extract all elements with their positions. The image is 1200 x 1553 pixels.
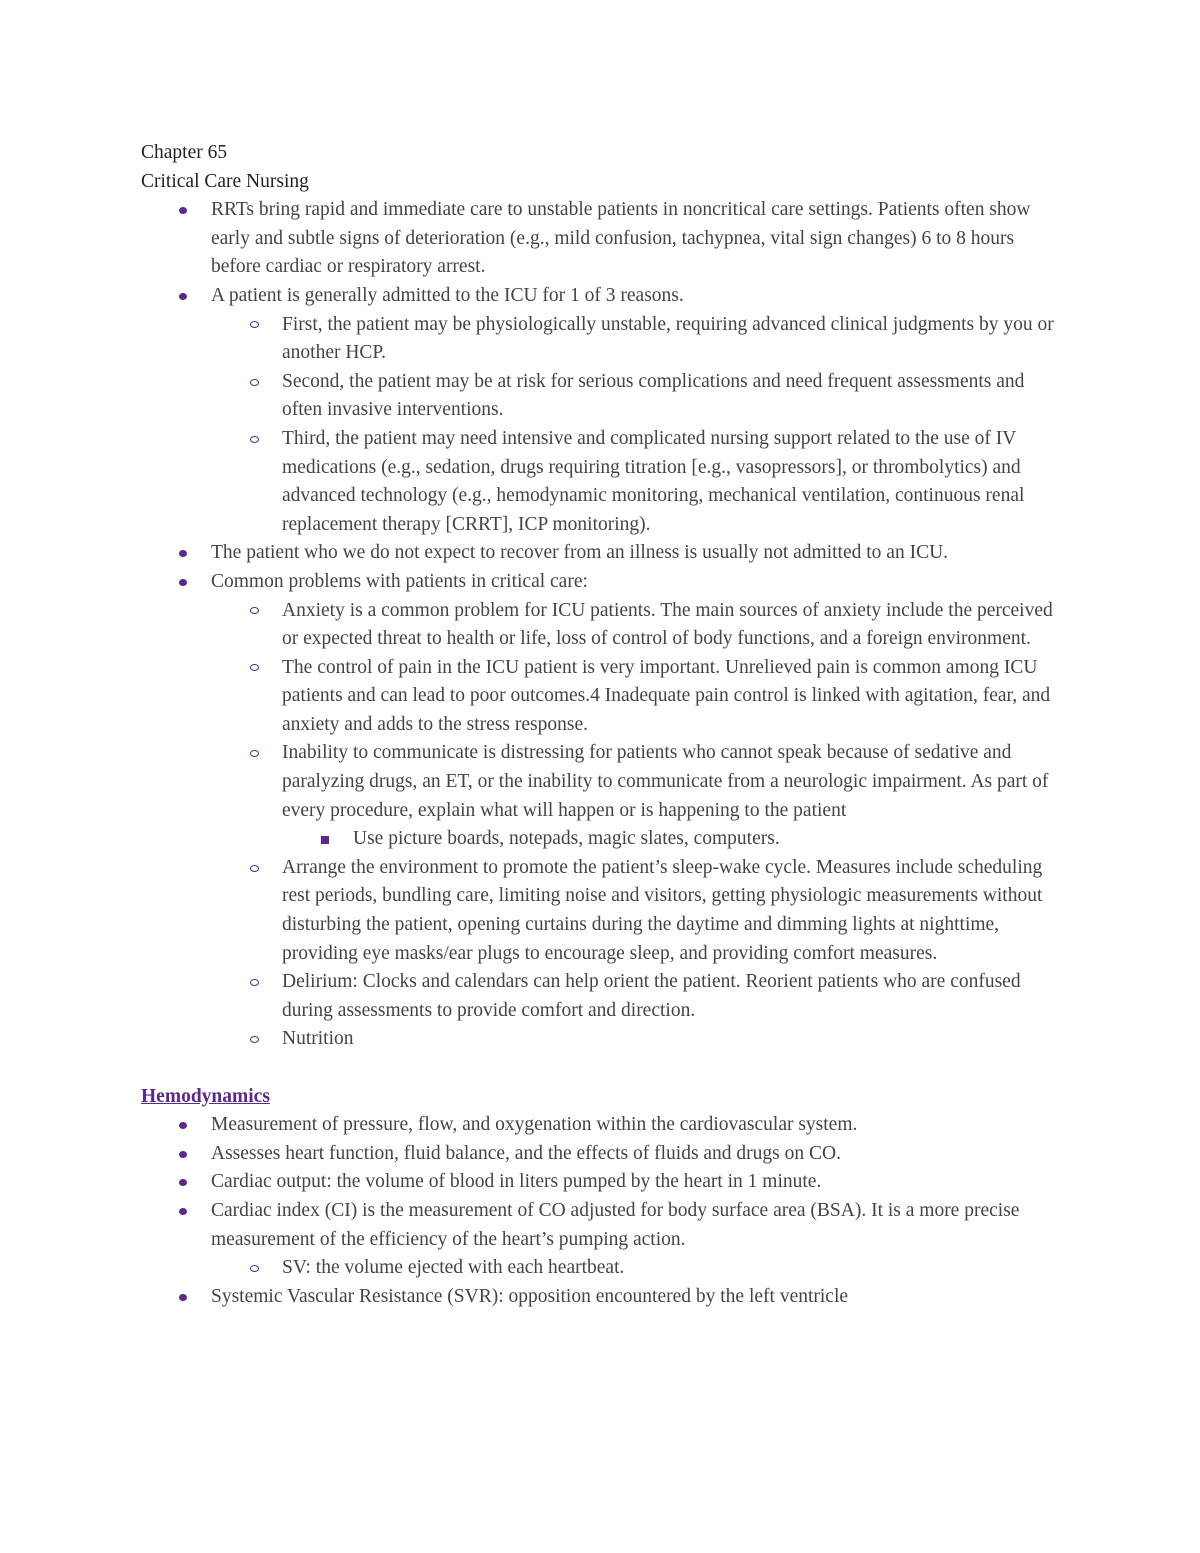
list-item-text: Third, the patient may need intensive and complicated nursing support related to the use of IV medications (e.g., sedation, drugs requiring titration [e.g., vasopressors], or thrombolytics) and advanced technology (e.g., hemodynamic monitoring, mechanical ventilation, continuous renal replacement therapy [CRRT], ICP monitoring).	[282, 427, 1025, 535]
list-item	[141, 568, 1061, 597]
list-item	[141, 282, 1061, 311]
hemodynamics-list	[141, 1111, 1061, 1311]
filled-bullet-icon	[173, 1168, 193, 1197]
hollow-circle-shape	[250, 1265, 259, 1272]
filled-circle-shape	[179, 550, 187, 557]
list-item-text: Second, the patient may be at risk for serious complications and need frequent assessments and often invasive interventions.	[282, 370, 1025, 421]
square-bullet-icon	[315, 825, 335, 854]
filled-circle-shape	[179, 1151, 187, 1158]
hollow-circle-shape	[250, 865, 259, 872]
filled-bullet-icon	[173, 1111, 193, 1140]
hollow-circle-shape	[250, 379, 259, 386]
hollow-bullet-icon	[244, 597, 264, 626]
filled-circle-shape	[179, 293, 187, 300]
filled-circle-shape	[179, 207, 187, 214]
list-item	[141, 539, 1061, 568]
list-item	[141, 739, 1061, 825]
hollow-bullet-icon	[244, 1254, 264, 1283]
chapter-number: Chapter 65	[141, 142, 228, 163]
list-item	[141, 196, 1061, 282]
list-item-text: Arrange the environment to promote the patient’s sleep-wake cycle. Measures include scheduling rest periods, bundling care, limiting noise and visitors, getting physiologic measurements without disturbing the patient, opening curtains during the daytime and dimming lights at nighttime, providing eye masks/ear plugs to encourage sleep, and providing comfort measures.	[282, 856, 1043, 964]
list-item-text: Anxiety is a common problem for ICU patients. The main sources of anxiety include the perceived or expected threat to health or life, loss of control of body functions, and a foreign environment.	[282, 599, 1053, 650]
list-item	[141, 825, 1061, 854]
list-item-text: Delirium: Clocks and calendars can help orient the patient. Reorient patients who are confused during assessments to provide comfort and direction.	[282, 971, 1021, 1021]
filled-bullet-icon	[173, 1283, 193, 1312]
document-content	[141, 139, 1061, 1311]
hollow-bullet-icon	[244, 425, 264, 454]
list-item	[141, 311, 1061, 368]
hollow-circle-shape	[250, 750, 259, 757]
list-item	[141, 654, 1061, 740]
list-item	[141, 854, 1061, 968]
filled-circle-shape	[179, 579, 187, 586]
hollow-bullet-icon	[244, 968, 264, 997]
critical-care-list	[141, 196, 1061, 1054]
list-item-text: SV: the volume ejected with each heartbeat.	[282, 1257, 625, 1279]
filled-bullet-icon	[173, 539, 193, 568]
filled-circle-shape	[179, 1294, 187, 1301]
hollow-circle-shape	[250, 436, 259, 443]
list-item-text: Inability to communicate is distressing for patients who cannot speak because of sedative and paralyzing drugs, an ET, or the inability to communicate from a neurologic impairment. As part of every procedure, explain what will happen or is happening to the patient	[282, 742, 1049, 821]
hollow-circle-shape	[250, 979, 259, 986]
filled-circle-shape	[179, 1179, 187, 1186]
list-item	[141, 1283, 1061, 1312]
list-item-text: Cardiac output: the volume of blood in liters pumped by the heart in 1 minute.	[211, 1171, 822, 1193]
list-item-text: Nutrition	[282, 1028, 354, 1050]
hollow-bullet-icon	[244, 368, 264, 397]
list-item-text: A patient is generally admitted to the ICU for 1 of 3 reasons.	[211, 284, 684, 306]
list-item-text: The patient who we do not expect to recover from an illness is usually not admitted to an ICU.	[211, 542, 949, 564]
hollow-bullet-icon	[244, 311, 264, 340]
list-item-text: RRTs bring rapid and immediate care to unstable patients in noncritical care settings. Patients often show early and subtle signs of deterioration (e.g., mild confusion, tachypnea, vital sign changes) 6 to 8 hours before cardiac or respiratory arrest.	[211, 199, 1031, 278]
hollow-bullet-icon	[244, 854, 264, 883]
list-item	[141, 1140, 1061, 1169]
list-item	[141, 1168, 1061, 1197]
hollow-bullet-icon	[244, 1025, 264, 1054]
filled-circle-shape	[179, 1208, 187, 1215]
section-spacer	[141, 1054, 1061, 1083]
list-item-text: Assesses heart function, fluid balance, and the effects of fluids and drugs on CO.	[211, 1142, 841, 1164]
filled-square-shape	[321, 836, 329, 844]
list-item	[141, 1025, 1061, 1054]
hollow-circle-shape	[250, 321, 259, 328]
filled-bullet-icon	[173, 568, 193, 597]
list-item	[141, 1197, 1061, 1254]
list-item	[141, 368, 1061, 425]
list-item	[141, 597, 1061, 654]
filled-bullet-icon	[173, 1140, 193, 1169]
section-heading-hemodynamics: Hemodynamics	[141, 1085, 270, 1107]
filled-bullet-icon	[173, 1197, 193, 1226]
chapter-title: Critical Care Nursing	[141, 170, 309, 192]
list-item	[141, 425, 1061, 539]
list-item	[141, 1254, 1061, 1283]
hollow-circle-shape	[250, 607, 259, 614]
hollow-circle-shape	[250, 1036, 259, 1043]
list-item-text: Systemic Vascular Resistance (SVR): opposition encountered by the left ventricle	[211, 1285, 849, 1307]
list-item-text: Use picture boards, notepads, magic slates, computers.	[353, 828, 780, 850]
list-item-text: First, the patient may be physiologically unstable, requiring advanced clinical judgments by you or another HCP.	[282, 313, 1054, 364]
list-item-text: Measurement of pressure, flow, and oxygenation within the cardiovascular system.	[211, 1114, 858, 1136]
filled-bullet-icon	[173, 282, 193, 311]
list-item	[141, 1111, 1061, 1140]
hollow-bullet-icon	[244, 739, 264, 768]
hollow-bullet-icon	[244, 654, 264, 683]
filled-bullet-icon	[173, 196, 193, 225]
list-item	[141, 968, 1061, 1025]
list-item-text: Common problems with patients in critical care:	[211, 570, 588, 592]
hollow-circle-shape	[250, 664, 259, 671]
filled-circle-shape	[179, 1122, 187, 1129]
list-item-text: The control of pain in the ICU patient is very important. Unrelieved pain is common among ICU patients and can lead to poor outcomes.4 Inadequate pain control is linked with agitation, fear, and anxiety and adds to the stress response.	[282, 656, 1051, 735]
list-item-text: Cardiac index (CI) is the measurement of CO adjusted for body surface area (BSA). It is a more precise measurement of the efficiency of the heart’s pumping action.	[211, 1199, 1020, 1250]
